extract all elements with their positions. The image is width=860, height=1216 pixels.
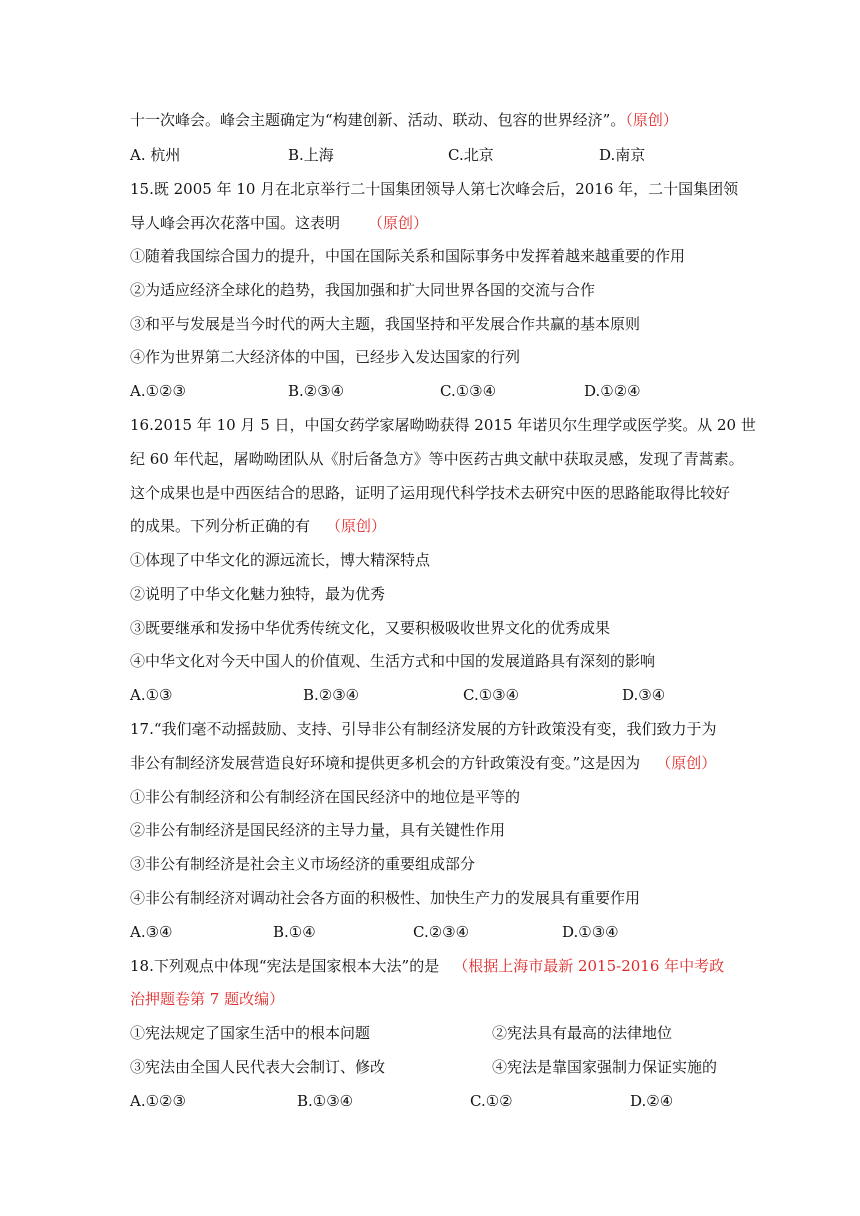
q18-options	[130, 1091, 750, 1111]
q14-stem-text: 十一次峰会。峰会主题确定为“构建创新、活动、联动、包容的世界经济”。	[130, 111, 626, 129]
q15-option-c: C.①③④	[440, 382, 497, 400]
q16-item-4: ④中华文化对今天中国人的价值观、生活方式和中国的发展道路具有深刻的影响	[130, 652, 656, 670]
q17-option-c: C.②③④	[413, 923, 470, 941]
q15-source-tag: （原创）	[368, 214, 429, 232]
q18-option-a: A.①②③	[130, 1092, 186, 1110]
q17-option-b: B.①④	[273, 923, 316, 941]
q17-source-tag: （原创）	[656, 754, 717, 772]
q14-option-a: A. 杭州	[130, 146, 181, 164]
q15-item-3: ③和平与发展是当今时代的两大主题，我国坚持和平发展合作共赢的基本原则	[130, 315, 641, 333]
q15-item-1: ①随着我国综合国力的提升，中国在国际关系和国际事务中发挥着越来越重要的作用	[130, 247, 686, 265]
q16-option-c: C.①③④	[463, 686, 520, 704]
q16-item-2: ②说明了中华文化魅力独特，最为优秀	[130, 585, 386, 603]
q17-item-2: ②非公有制经济是国民经济的主导力量，具有关键性作用	[130, 821, 506, 839]
q18-stem-line-1	[130, 956, 750, 976]
q16-options	[130, 685, 750, 705]
q16-item-1: ①体现了中华文化的源远流长，博大精深特点	[130, 551, 431, 569]
q15-option-d: D.①②④	[584, 382, 641, 400]
q15-stem-line-1: 15.既 2005 年 10 月在北京举行二十国集团领导人第七次峰会后，2016 年，二十国集团领	[130, 180, 739, 198]
q17-option-a: A.③④	[130, 923, 173, 941]
q18-option-c: C.①②	[470, 1092, 513, 1110]
q18-option-d: D.②④	[630, 1092, 674, 1110]
q18-item-3: ③宪法由全国人民代表大会制订、修改	[130, 1058, 386, 1076]
q16-stem-text: 的成果。下列分析正确的有	[130, 517, 311, 535]
q17-option-d: D.①③④	[562, 923, 619, 941]
q18-items-row-1	[130, 1023, 750, 1043]
q17-item-4: ④非公有制经济对调动社会各方面的积极性、加快生产力的发展具有重要作用	[130, 889, 641, 907]
q15-options	[130, 381, 750, 401]
q15-stem-line-2	[130, 213, 750, 233]
q18-source-tag-part1: （根据上海市最新 2015-2016 年中考政	[453, 957, 725, 975]
q17-item-3: ③非公有制经济是社会主义市场经济的重要组成部分	[130, 855, 476, 873]
q16-stem-line-2: 纪 60 年代起，屠呦呦团队从《肘后备急方》等中医药古典文献中获取灵感，发现了青蒿素。	[130, 450, 744, 468]
q16-source-tag: （原创）	[326, 517, 387, 535]
q16-option-b: B.②③④	[303, 686, 360, 704]
q17-stem-text: 非公有制经济发展营造良好环境和提供更多机会的方针政策没有变。”这是因为	[130, 754, 641, 772]
q14-options	[130, 145, 750, 165]
q14-stem-line	[130, 110, 750, 130]
q14-source-tag: （原创）	[625, 111, 678, 129]
q16-stem-line-4	[130, 516, 750, 536]
q16-stem-line-1: 16.2015 年 10 月 5 日，中国女药学家屠呦呦获得 2015 年诺贝尔生理学或医学奖。从 20 世	[130, 416, 756, 434]
q14-option-d: D.南京	[599, 146, 646, 164]
q15-stem-text: 导人峰会再次花落中国。这表明	[130, 214, 341, 232]
q18-source-tag-part2: 治押题卷第 7 题改编）	[130, 990, 285, 1008]
q17-stem-line-2	[130, 753, 750, 773]
q17-stem-line-1: 17.“我们毫不动摇鼓励、支持、引导非公有制经济发展的方针政策没有变，我们致力于为	[130, 720, 717, 738]
q18-item-4: ④宪法是靠国家强制力保证实施的	[492, 1058, 718, 1076]
q15-option-b: B.②③④	[288, 382, 345, 400]
q17-options	[130, 922, 750, 942]
q16-option-a: A.①③	[130, 686, 173, 704]
q18-item-1: ①宪法规定了国家生活中的根本问题	[130, 1024, 371, 1042]
q15-item-2: ②为适应经济全球化的趋势，我国加强和扩大同世界各国的交流与合作	[130, 281, 596, 299]
q16-stem-line-3: 这个成果也是中西医结合的思路，证明了运用现代科学技术去研究中医的思路能取得比较好	[130, 484, 731, 502]
q15-option-a: A.①②③	[130, 382, 186, 400]
q18-stem-text: 18.下列观点中体现“宪法是国家根本大法”的是	[130, 957, 440, 975]
q17-item-1: ①非公有制经济和公有制经济在国民经济中的地位是平等的	[130, 788, 521, 806]
q14-option-b: B.上海	[288, 146, 334, 164]
q18-option-b: B.①③④	[297, 1092, 354, 1110]
q18-item-2: ②宪法具有最高的法律地位	[492, 1024, 673, 1042]
q16-item-3: ③既要继承和发扬中华优秀传统文化，又要积极吸收世界文化的优秀成果	[130, 619, 611, 637]
q18-items-row-2	[130, 1057, 750, 1077]
q14-option-c: C.北京	[448, 146, 494, 164]
q16-option-d: D.③④	[622, 686, 666, 704]
q15-item-4: ④作为世界第二大经济体的中国，已经步入发达国家的行列	[130, 348, 521, 366]
